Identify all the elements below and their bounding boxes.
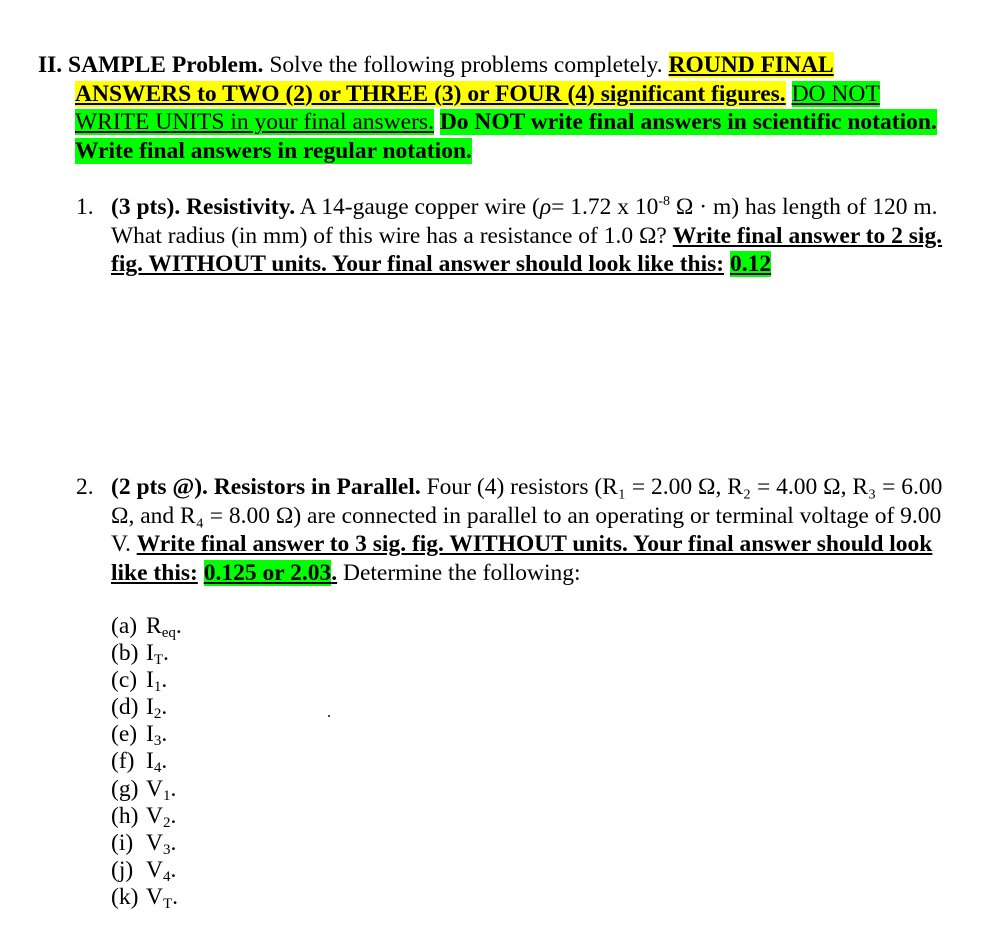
item-label: (b) (111, 640, 139, 667)
item-variable: I (146, 748, 154, 775)
item-subscript: 2 (162, 814, 171, 831)
item-subscript: T (153, 652, 163, 669)
item-variable: I (146, 721, 154, 748)
item-period: . (170, 856, 177, 883)
units-note-part2: WRITE UNITS in your final answers. (75, 109, 434, 135)
problem1-text-b: = 1.72 x 10 (551, 194, 659, 220)
problem2-line-1 (111, 473, 942, 502)
stray-dot (328, 715, 330, 717)
item-subscript: 1 (162, 787, 171, 804)
item-period: . (161, 667, 168, 694)
item-label: (k) (111, 883, 139, 910)
problem1-instruction-b: fig. WITHOUT units. Your final answer should look like this: (111, 251, 725, 277)
item-label: (j) (111, 856, 134, 883)
item-period: . (163, 640, 169, 667)
item-variable: V (146, 883, 163, 910)
item-subscript: 2 (153, 706, 162, 723)
round-note-part2: ANSWERS to TWO (2) or THREE (3) or FOUR (4) significant figures. (75, 80, 786, 107)
item-label: (d) (111, 694, 139, 721)
item-period: . (170, 802, 177, 829)
section-numeral: II. (38, 52, 63, 78)
problem2-line-3 (111, 530, 942, 559)
item-subscript: 3 (153, 733, 162, 750)
section-line-4 (38, 137, 937, 166)
item-label: (i) (111, 829, 134, 856)
problem2-line-4 (111, 559, 942, 588)
list-item (111, 884, 182, 911)
list-item (111, 830, 182, 857)
list-item (111, 857, 182, 884)
item-subscript: T (162, 895, 173, 912)
item-label: (f) (111, 748, 135, 775)
section-title: SAMPLE Problem. (68, 52, 264, 78)
item-period: . (161, 721, 168, 748)
problem1-line-1 (111, 193, 942, 222)
problem2-points: (2 pts @). (111, 474, 208, 500)
item-subscript: 1 (153, 679, 162, 696)
problem1-points: (3 pts). (111, 194, 181, 220)
item-period: . (170, 775, 177, 802)
list-item (111, 803, 182, 830)
section-line-2 (38, 80, 937, 109)
problem2-example-answer: 0.125 or 2.03 (203, 559, 332, 586)
item-period: . (172, 883, 179, 910)
problem1 (111, 193, 942, 279)
item-variable: I (146, 667, 154, 694)
problem2-item-list (111, 613, 182, 911)
item-subscript: 4 (162, 868, 171, 885)
problem2-resistors-a: Four (4) resistors (R₁ = 2.00 Ω, R₂ = 4.00 Ω, R₃ = 6.00 (426, 474, 943, 500)
problem2-period: . (331, 559, 338, 586)
problem2-resistors-b: Ω, and R₄ = 8.00 Ω) are connected in parallel to an operating or terminal voltage of 9.00 (111, 502, 942, 529)
item-variable: V (146, 829, 163, 856)
problem1-line-2 (111, 222, 942, 251)
problem2-instruction-a: Write final answer to 3 sig. fig. WITHOUT units. Your final answer should look (136, 531, 933, 557)
item-label: (e) (111, 721, 138, 748)
item-subscript: 3 (162, 841, 171, 858)
problem1-line-3 (111, 250, 942, 279)
units-note-part1: DO NOT (791, 80, 880, 107)
item-period: . (161, 748, 168, 775)
problem2-instruction-b: like this: (111, 559, 198, 586)
sci-notation-note: Do NOT write final answers in scientific notation. (439, 109, 937, 135)
section-line-1 (38, 51, 937, 80)
problem2-topic: Resistors in Parallel. (213, 474, 421, 500)
item-period: . (161, 694, 168, 721)
problem2-closing: Determine the following: (342, 559, 581, 586)
item-label: (c) (111, 667, 138, 694)
section-line-3 (38, 108, 937, 137)
list-item (111, 721, 182, 748)
list-item (111, 694, 182, 721)
list-item (111, 640, 182, 667)
item-variable: R (146, 613, 162, 639)
list-item (111, 667, 182, 694)
section-intro: Solve the following problems completely. (269, 52, 663, 78)
section-heading (38, 51, 937, 165)
problem1-example-answer: 0.12 (730, 251, 772, 277)
rho-symbol: ρ (539, 194, 552, 220)
item-variable: V (146, 802, 163, 829)
item-variable: I (146, 640, 154, 667)
item-variable: I (146, 694, 154, 721)
problem1-text-c: Ω · m) has length of 120 m. (670, 194, 938, 220)
problem2-number: 2. (76, 474, 94, 500)
problem2 (111, 473, 942, 587)
list-item (111, 748, 182, 775)
problem1-instruction-a: Write final answer to 2 sig. (672, 222, 943, 249)
item-variable: V (146, 856, 163, 883)
item-label: (h) (111, 802, 139, 829)
item-period: . (170, 829, 177, 856)
item-period: . (175, 613, 182, 639)
problem2-line-2 (111, 502, 942, 531)
list-item (111, 613, 182, 640)
item-label: (a) (111, 613, 138, 639)
item-variable: V (146, 775, 163, 802)
item-subscript: 4 (153, 760, 162, 777)
item-label: (g) (111, 775, 139, 802)
regular-notation-note: Write final answers in regular notation. (75, 137, 472, 164)
problem1-number: 1. (76, 194, 94, 220)
problem1-question: What radius (in mm) of this wire has a resistance of 1.0 Ω? (111, 222, 667, 249)
problem1-exponent: -8 (658, 194, 671, 209)
problem2-volt-unit: V. (111, 531, 131, 557)
problem1-text-a: A 14-gauge copper wire ( (299, 194, 540, 220)
item-subscript: eq (161, 625, 176, 641)
round-note-part1: ROUND FINAL (668, 52, 834, 78)
list-item (111, 776, 182, 803)
problem1-topic: Resistivity. (186, 194, 296, 220)
